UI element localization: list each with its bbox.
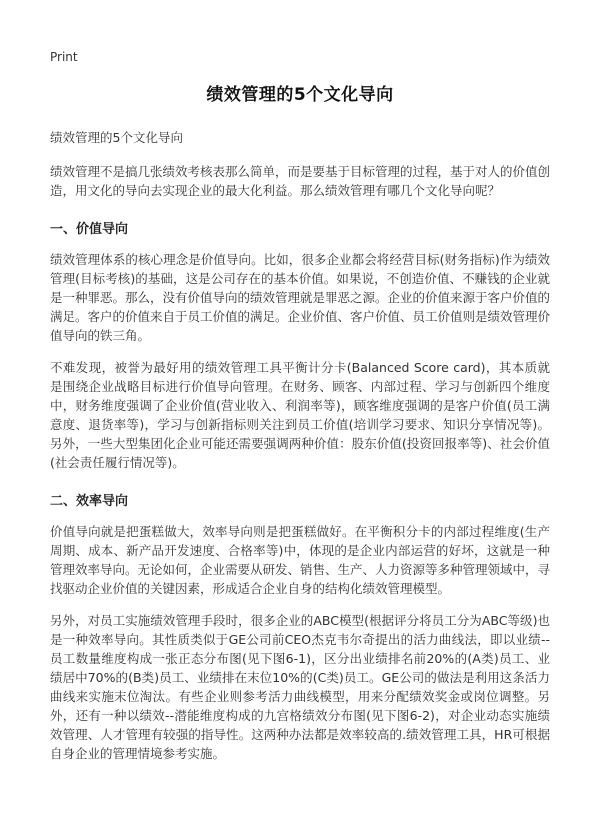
- document-subtitle: 绩效管理的5个文化导向: [50, 130, 183, 145]
- section1-paragraph-2: 不难发现，被誉为最好用的绩效管理工具平衡计分卡(Balanced Score card)，其本质就是围绕企业战略目标进行价值导向管理。在财务、顾客、内部过程、学习与创新四个维度中，财务维度强调了企业价值(营业收入、利润率等)，顾客维度强调的是客户价值(员工满意度、退货率等)，学习与创新指标则关注到员工价值(培训学习要求、知识分享情况等)。另外，一些大型集团化企业可能还需要强调两种价值：股东价值(投资回报率等)、社会价值(社会责任履行情况等)。: [50, 359, 550, 470]
- section-heading-value-orientation: 一、价值导向: [50, 221, 129, 237]
- section2-paragraph-2: 另外，对员工实施绩效管理手段时，很多企业的ABC模型(根据评分将员工分为ABC等级)也是一种效率导向。其性质类似于GE公司前CEO杰克韦尔奇提出的活力曲线法，即以业绩--员工数量维度构成一张正态分布图(见下图6-1)，区分出业绩排名前20%的(A类)员工、业绩居中70%的(B类)员工、业绩排在末位10%的(C类)员工。GE公司的做法是利用这条活力曲线来实施末位淘汰。有些企业则参考活力曲线模型，用来分配绩效奖金或岗位调整。另外，还有一种以绩效--潜能维度构成的九宫格绩效分布图(见下图6-2)，对企业动态实施绩效管理、人才管理有较强的指导性。这两种办法都是效率较高的.绩效管理工具，HR可根据自身企业的管理情境参考实施。: [50, 612, 550, 761]
- section1-paragraph-1: 绩效管理体系的核心理念是价值导向。比如，很多企业都会将经营目标(财务指标)作为绩效管理(目标考核)的基础，这是公司存在的基本价值。如果说，不创造价值、不赚钱的企业就是一种罪恶。那么，没有价值导向的绩效管理就是罪恶之源。企业的价值来源于客户价值的满足。客户的价值来自于员工价值的满足。企业价值、客户价值、员工价值则是绩效管理价值导向的铁三角。: [50, 251, 551, 343]
- print-link[interactable]: Print: [50, 50, 78, 64]
- intro-paragraph: 绩效管理不是搞几张绩效考核表那么简单，而是要基于目标管理的过程，基于对人的价值创造，用文化的导向去实现企业的最大化利益。那么绩效管理有哪几个文化导向呢？: [50, 163, 551, 198]
- section-heading-efficiency-orientation: 二、效率导向: [50, 493, 129, 509]
- page-title: 绩效管理的5个文化导向: [206, 85, 394, 105]
- section2-paragraph-1: 价值导向就是把蛋糕做大，效率导向则是把蛋糕做好。在平衡积分卡的内部过程维度(生产周期、成本、新产品开发速度、合格率等)中，体现的是企业内部运营的好坏，这就是一种管理效率导向。无论如何，企业需要从研发、销售、生产、人力资源等多种管理领域中，寻找驱动企业价值的关键因素，形成适合企业自身的结构化绩效管理模型。: [50, 523, 551, 596]
